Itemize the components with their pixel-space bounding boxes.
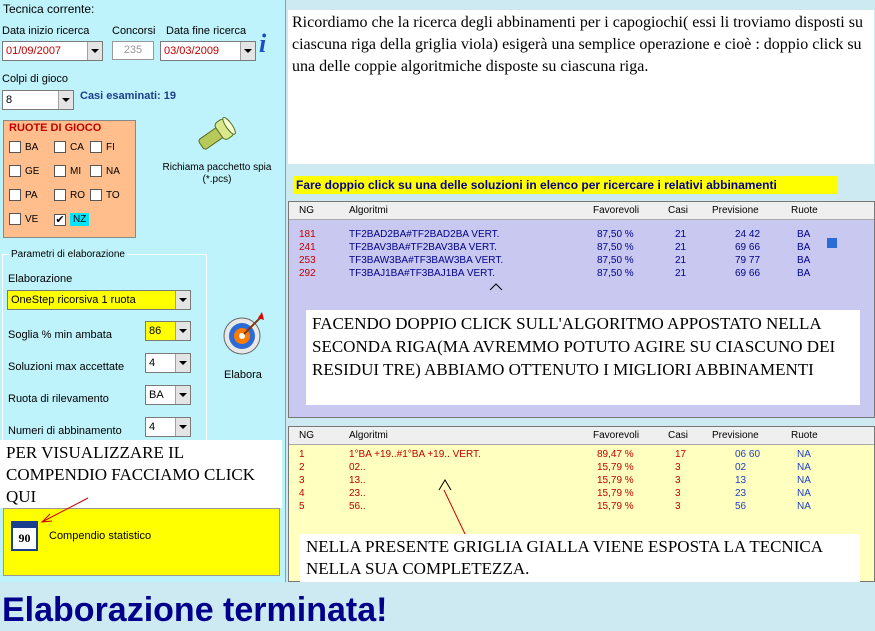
cell-casi: 3: [675, 475, 681, 486]
cell-prev: 56: [735, 501, 747, 512]
checkbox-box[interactable]: [9, 141, 21, 153]
cell-ruote: BA: [797, 242, 811, 253]
cell-ruote: BA: [797, 268, 811, 279]
cell-ng: 181: [299, 229, 316, 240]
overlay-note-griglia: NELLA PRESENTE GRIGLIA GIALLA VIENE ESPOSTA LA TECNICA NELLA SUA COMPLETEZZA.: [300, 534, 860, 582]
checkbox-box[interactable]: [90, 141, 102, 153]
elaborazione-label: Elaborazione: [8, 273, 73, 285]
cell-ng: 5: [299, 501, 305, 512]
checkbox-box[interactable]: [9, 213, 21, 225]
cell-ng: 1: [299, 449, 305, 460]
intro-note: Ricordiamo che la ricerca degli abbinamenti per i capogiochi( essi li troviamo disposti su ciascuna riga della griglia viola) esigerà una semplice operazione e cioè : doppio click su una delle coppie algoritmiche disposte su ciascuna riga.: [288, 10, 874, 164]
data-inizio-select[interactable]: 01/09/2007: [2, 41, 103, 61]
concorsi-label: Concorsi: [112, 25, 156, 37]
cell-alg: 13..: [349, 475, 366, 486]
cell-ng: 3: [299, 475, 305, 486]
cell-fav: 87,50 %: [597, 255, 634, 266]
ruota-checkbox-ca[interactable]: CA: [54, 141, 84, 153]
data-fine-label: Data fine ricerca: [166, 25, 247, 37]
chevron-down-icon[interactable]: [175, 386, 190, 404]
checkbox-box[interactable]: [54, 165, 66, 177]
cell-ng: 292: [299, 268, 316, 279]
ruota-checkbox-fi[interactable]: FI: [90, 141, 115, 153]
cell-alg: TF2BAD2BA#TF2BAD2BA VERT.: [349, 229, 500, 240]
soglia-label: Soglia % min ambata: [8, 329, 112, 341]
cell-ruote: NA: [797, 501, 811, 512]
cell-alg: 1°BA +19..#1°BA +19.. VERT.: [349, 449, 481, 460]
checkbox-box[interactable]: [54, 141, 66, 153]
checkbox-box[interactable]: [90, 189, 102, 201]
chevron-down-icon[interactable]: [175, 354, 190, 372]
ruota-checkbox-pa[interactable]: PA: [9, 189, 38, 201]
cell-casi: 21: [675, 255, 687, 266]
numeri-select[interactable]: 4: [145, 417, 191, 437]
cell-alg: 02..: [349, 462, 366, 473]
data-fine-select[interactable]: 03/03/2009: [160, 41, 256, 61]
cell-casi: 3: [675, 488, 681, 499]
cell-prev: 69 66: [735, 242, 761, 253]
table-row[interactable]: [289, 500, 874, 513]
overlay-note-algoritmo: FACENDO DOPPIO CLICK SULL'ALGORITMO APPOSTATO NELLA SECONDA RIGA(MA AVREMMO POTUTO AGIRE SU CIASCUNO DEI RESIDUI TRE) ABBIAMO OTTENUTO I MIGLIORI ABBINAMENTI: [306, 310, 860, 405]
tecnica-label: Tecnica corrente:: [3, 2, 95, 16]
cell-casi: 21: [675, 268, 687, 279]
arrow-compendio: [38, 496, 90, 526]
table-row[interactable]: [289, 474, 874, 487]
selection-marker: [827, 238, 837, 248]
separator: [288, 164, 875, 172]
cell-ruote: NA: [797, 488, 811, 499]
info-icon[interactable]: i: [259, 29, 267, 58]
ruota-checkbox-ge[interactable]: GE: [9, 165, 39, 177]
cell-ng: 4: [299, 488, 305, 499]
chevron-down-icon[interactable]: [240, 42, 255, 60]
elabora-label[interactable]: Elabora: [224, 369, 262, 381]
elaborazione-select[interactable]: OneStep ricorsiva 1 ruota: [7, 290, 191, 310]
cell-ruote: NA: [797, 449, 811, 460]
cell-fav: 15,79 %: [597, 501, 634, 512]
compendio-label[interactable]: Compendio statistico: [49, 530, 152, 542]
ruote-title: RUOTE DI GIOCO: [9, 122, 102, 134]
cell-ng: 253: [299, 255, 316, 266]
checkbox-box[interactable]: [9, 165, 21, 177]
cell-fav: 15,79 %: [597, 488, 634, 499]
cell-alg: TF3BAW3BA#TF3BAW3BA VERT.: [349, 255, 504, 266]
cell-prev: 23: [735, 488, 747, 499]
chevron-down-icon[interactable]: [175, 322, 190, 340]
status-text: Elaborazione terminata!: [2, 591, 388, 629]
cell-prev: 13: [735, 475, 747, 486]
flashlight-icon[interactable]: [192, 115, 240, 155]
cell-prev: 02: [735, 462, 747, 473]
cell-ruote: BA: [797, 229, 811, 240]
table-row[interactable]: [289, 487, 874, 500]
soluzioni-select[interactable]: 4: [145, 353, 191, 373]
cell-ng: 241: [299, 242, 316, 253]
arrow-purple: [489, 282, 503, 292]
table-row[interactable]: [289, 254, 874, 267]
data-inizio-label: Data inizio ricerca: [2, 25, 90, 37]
cell-alg: TF3BAJ1BA#TF3BAJ1BA VERT.: [349, 268, 495, 279]
ruota-label: Ruota di rilevamento: [8, 393, 109, 405]
grid-header: NG Algoritmi Favorevoli Casi Previsione Ruote: [289, 427, 874, 445]
ruota-checkbox-ba[interactable]: BA: [9, 141, 38, 153]
pacchetto-label[interactable]: Richiama pacchetto spia (*.pcs): [162, 162, 272, 185]
cell-fav: 15,79 %: [597, 462, 634, 473]
ruota-checkbox-mi[interactable]: MI: [54, 165, 81, 177]
ruota-checkbox-ve[interactable]: VE: [9, 213, 38, 225]
chevron-down-icon[interactable]: [87, 42, 102, 60]
calendar-icon[interactable]: 90: [11, 521, 38, 551]
ruota-select[interactable]: BA: [145, 385, 191, 405]
table-row[interactable]: [289, 241, 874, 254]
chevron-down-icon[interactable]: [58, 91, 73, 109]
table-row[interactable]: [289, 267, 874, 280]
cell-ng: 2: [299, 462, 305, 473]
cell-ruote: BA: [797, 255, 811, 266]
casi-esaminati: Casi esaminati: 19: [80, 90, 176, 102]
overlay-note-compendio: PER VISUALIZZARE IL COMPENDIO FACCIAMO CLICK QUI: [0, 440, 282, 508]
cell-prev: 24 42: [735, 229, 761, 240]
grid-header: NG Algoritmi Favorevoli Casi Previsione Ruote: [289, 202, 874, 220]
checkbox-box[interactable]: [9, 189, 21, 201]
cell-casi: 21: [675, 242, 687, 253]
table-row[interactable]: [289, 461, 874, 474]
cell-ruote: NA: [797, 462, 811, 473]
cell-alg: 56..: [349, 501, 366, 512]
cell-fav: 89,47 %: [597, 449, 634, 460]
target-icon[interactable]: [222, 310, 266, 358]
cell-casi: 17: [675, 449, 687, 460]
cell-alg: TF2BAV3BA#TF2BAV3BA VERT.: [349, 242, 497, 253]
checkbox-box[interactable]: [90, 165, 102, 177]
chevron-down-icon[interactable]: [175, 291, 190, 309]
cell-fav: 87,50 %: [597, 268, 634, 279]
arrow-yellow-2: [438, 488, 468, 538]
cell-fav: 87,50 %: [597, 242, 634, 253]
cell-alg: 23..: [349, 488, 366, 499]
params-title: Parametri di elaborazione: [11, 249, 125, 260]
ruota-checkbox-to[interactable]: TO: [90, 189, 120, 201]
instruction-banner: Fare doppio click su una delle soluzioni in elenco per ricercare i relativi abbinamenti: [294, 176, 838, 194]
check-icon[interactable]: ✔: [55, 213, 65, 226]
checkbox-box[interactable]: [54, 189, 66, 201]
ruota-checkbox-na[interactable]: NA: [90, 165, 120, 177]
table-row[interactable]: [289, 228, 874, 241]
cell-prev: 06 60: [735, 449, 761, 460]
cell-fav: 87,50 %: [597, 229, 634, 240]
ruota-checkbox-nz[interactable]: ✔ NZ: [54, 213, 89, 226]
ruota-checkbox-ro[interactable]: RO: [54, 189, 85, 201]
colpi-select[interactable]: 8: [2, 90, 74, 110]
numeri-label: Numeri di abbinamento: [8, 425, 122, 437]
soglia-select[interactable]: 86: [145, 321, 191, 341]
cell-fav: 15,79 %: [597, 475, 634, 486]
cell-casi: 21: [675, 229, 687, 240]
cell-casi: 3: [675, 462, 681, 473]
ruote-panel: [3, 120, 136, 238]
chevron-down-icon[interactable]: [175, 418, 190, 436]
cell-casi: 3: [675, 501, 681, 512]
cell-prev: 69 66: [735, 268, 761, 279]
cell-ruote: NA: [797, 475, 811, 486]
soluzioni-label: Soluzioni max accettate: [8, 361, 125, 373]
cell-prev: 79 77: [735, 255, 761, 266]
concorsi-field: 235: [112, 41, 154, 60]
colpi-label: Colpi di gioco: [2, 73, 69, 85]
table-row[interactable]: [289, 448, 874, 461]
